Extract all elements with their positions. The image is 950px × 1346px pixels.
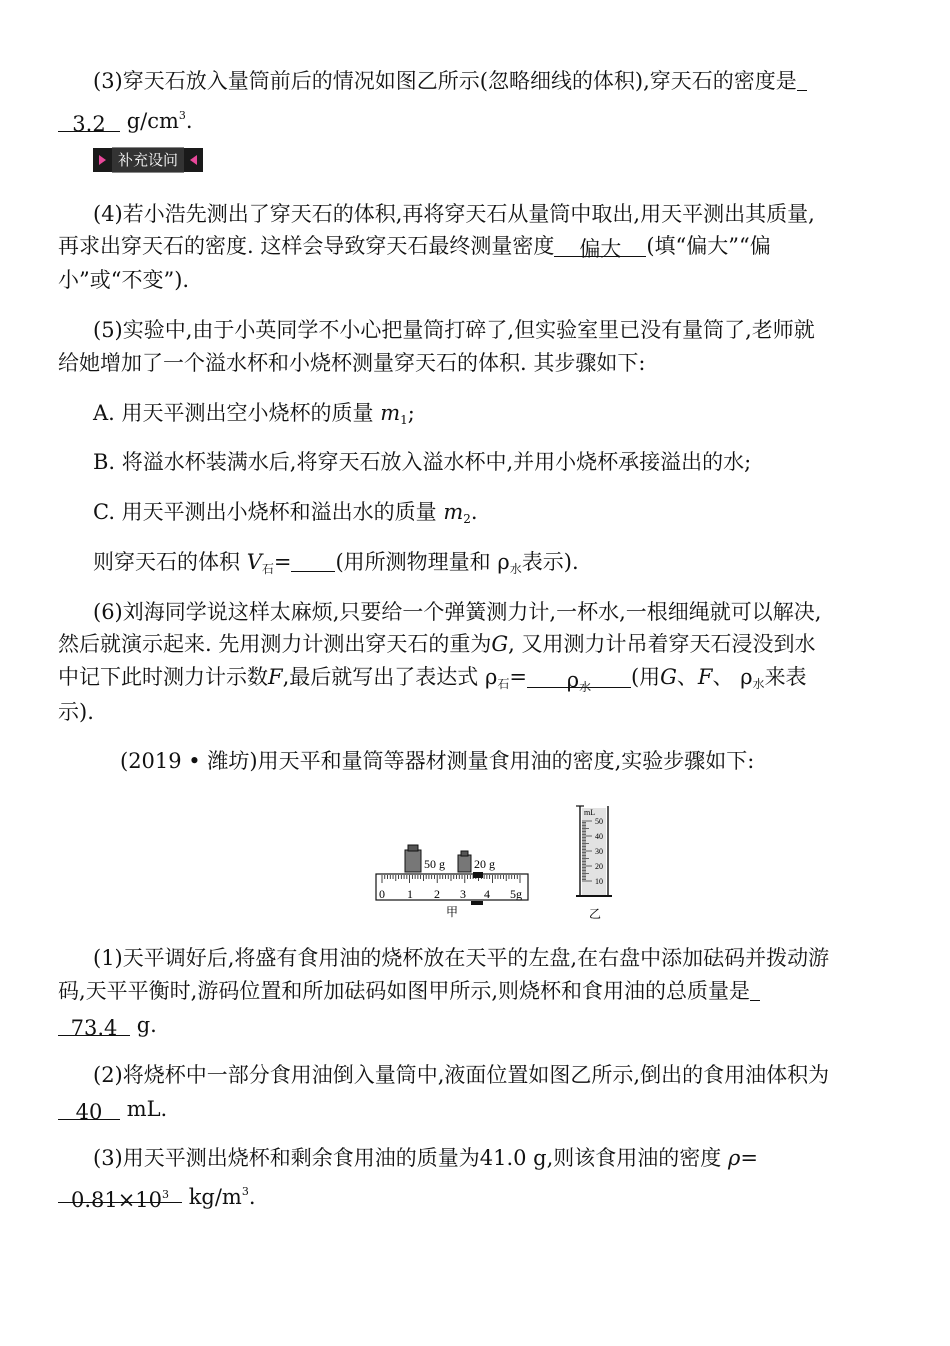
p1-line2: 码,天平平衡时,游码位置和所加砝码如图甲所示,则烧杯和食用油的总质量是 xyxy=(58,976,760,1006)
p3-line1: (3)用天平测出烧杯和剩余食用油的质量为41.0 g,则该食用油的密度 ρ= xyxy=(93,1146,758,1170)
figure-caption-yi: 乙 xyxy=(589,907,602,921)
q3-line1: (3)穿天石放入量筒前后的情况如图乙所示(忽略细线的体积),穿天石的密度是 xyxy=(93,66,807,96)
q6-answer: $\rho_水$ xyxy=(527,665,631,688)
q6-line2: 然后就演示起来. 先用测力计测出穿天石的重为G, 又用测力计吊着穿天石浸没到水 xyxy=(58,632,816,656)
q5-volume-line: 则穿天石的体积 $V_石=$ (用所测物理量和 $\rho_水$表示). xyxy=(93,550,579,576)
cyl-label-50: 50 xyxy=(595,817,603,826)
q5-answer-blank xyxy=(291,549,335,572)
triangle-left-icon xyxy=(190,155,197,165)
q5-line2: 给她增加了一个溢水杯和小烧杯测量穿天石的体积. 其步骤如下: xyxy=(58,351,646,375)
p1-answer: 73.4 xyxy=(58,1013,130,1036)
supplementary-question-tag: 补充设问 xyxy=(93,148,203,172)
q5-step-a: A. 用天平测出空小烧杯的质量 $m_1$; xyxy=(93,401,415,427)
p1-line1: (1)天平调好后,将盛有食用油的烧杯放在天平的左盘,在右盘中添加砝码并拨动游 xyxy=(93,946,830,970)
cyl-label-30: 30 xyxy=(595,847,603,856)
q5-line1: (5)实验中,由于小英同学不小心把量筒打碎了,但实验室里已没有量筒了,老师就 xyxy=(93,318,815,342)
balance-and-cylinder-figure xyxy=(370,798,630,926)
ruler-label-0: 0 xyxy=(379,887,385,901)
q4-line1: (4)若小浩先测出了穿天石的体积,再将穿天石从量筒中取出,用天平测出其质量, xyxy=(93,202,815,226)
cylinder-unit: mL xyxy=(584,808,596,817)
ruler-label-5: 5g xyxy=(510,887,522,901)
cyl-label-10: 10 xyxy=(595,877,603,886)
weight-50g xyxy=(405,845,445,872)
ruler-label-3: 3 xyxy=(460,887,466,901)
rider-top xyxy=(473,872,483,878)
weight-20g-label: 20 g xyxy=(474,857,495,871)
ruler-label-1: 1 xyxy=(407,887,413,901)
q5-step-b: B. 将溢水杯装满水后,将穿天石放入溢水杯中,并用小烧杯承接溢出的水; xyxy=(93,450,752,474)
p2-line2: 40 mL. xyxy=(58,1094,167,1124)
figure-caption-jia: 甲 xyxy=(446,905,459,919)
p1-line3: 73.4 g. xyxy=(58,1010,157,1040)
q6-line4: 示). xyxy=(58,700,94,724)
weight-50g-label: 50 g xyxy=(424,857,445,871)
p2-line1: (2)将烧杯中一部分食用油倒入量筒中,液面位置如图乙所示,倒出的食用油体积为 xyxy=(93,1063,830,1087)
q6-line1: (6)刘海同学说这样太麻烦,只要给一个弹簧测力计,一杯水,一根细绳就可以解决, xyxy=(93,600,822,624)
q6-line3: 中记下此时测力计示数F,最后就写出了表达式 $\rho_石= \rho_水$ (用G、F、 $\rho_水$来表 xyxy=(58,665,807,694)
p2-answer: 40 xyxy=(58,1097,120,1120)
q3-answer: 3.2 xyxy=(58,109,120,132)
q3-line2: 3.2 $g/cm^3$. xyxy=(58,101,193,136)
p3-line2: $0.81\times 10^3$ $kg/m^3$. xyxy=(58,1177,256,1212)
balance-beam-ruler xyxy=(376,872,528,905)
q4-line2: 再求出穿天石的密度. 这样会导致穿天石最终测量密度 偏大 (填“偏大”“偏 xyxy=(58,234,771,261)
ruler-label-2: 2 xyxy=(434,887,440,901)
q4-answer: 偏大 xyxy=(554,234,646,257)
q4-line3: 小”或“不变”). xyxy=(58,268,190,292)
cyl-label-20: 20 xyxy=(595,862,603,871)
weight-20g xyxy=(458,851,495,872)
ruler-label-4: 4 xyxy=(484,887,490,901)
question-2019-intro: (2019 • 潍坊)用天平和量筒等器材测量食用油的密度,实验步骤如下: xyxy=(120,749,755,773)
triangle-right-icon xyxy=(99,155,106,165)
rider-bottom xyxy=(471,901,483,905)
graduated-cylinder xyxy=(576,806,612,896)
p3-answer: $0.81\times 10^3$ xyxy=(58,1180,182,1203)
q5-step-c: C. 用天平测出小烧杯和溢出水的质量 $m_2$. xyxy=(93,500,478,526)
cyl-label-40: 40 xyxy=(595,832,603,841)
